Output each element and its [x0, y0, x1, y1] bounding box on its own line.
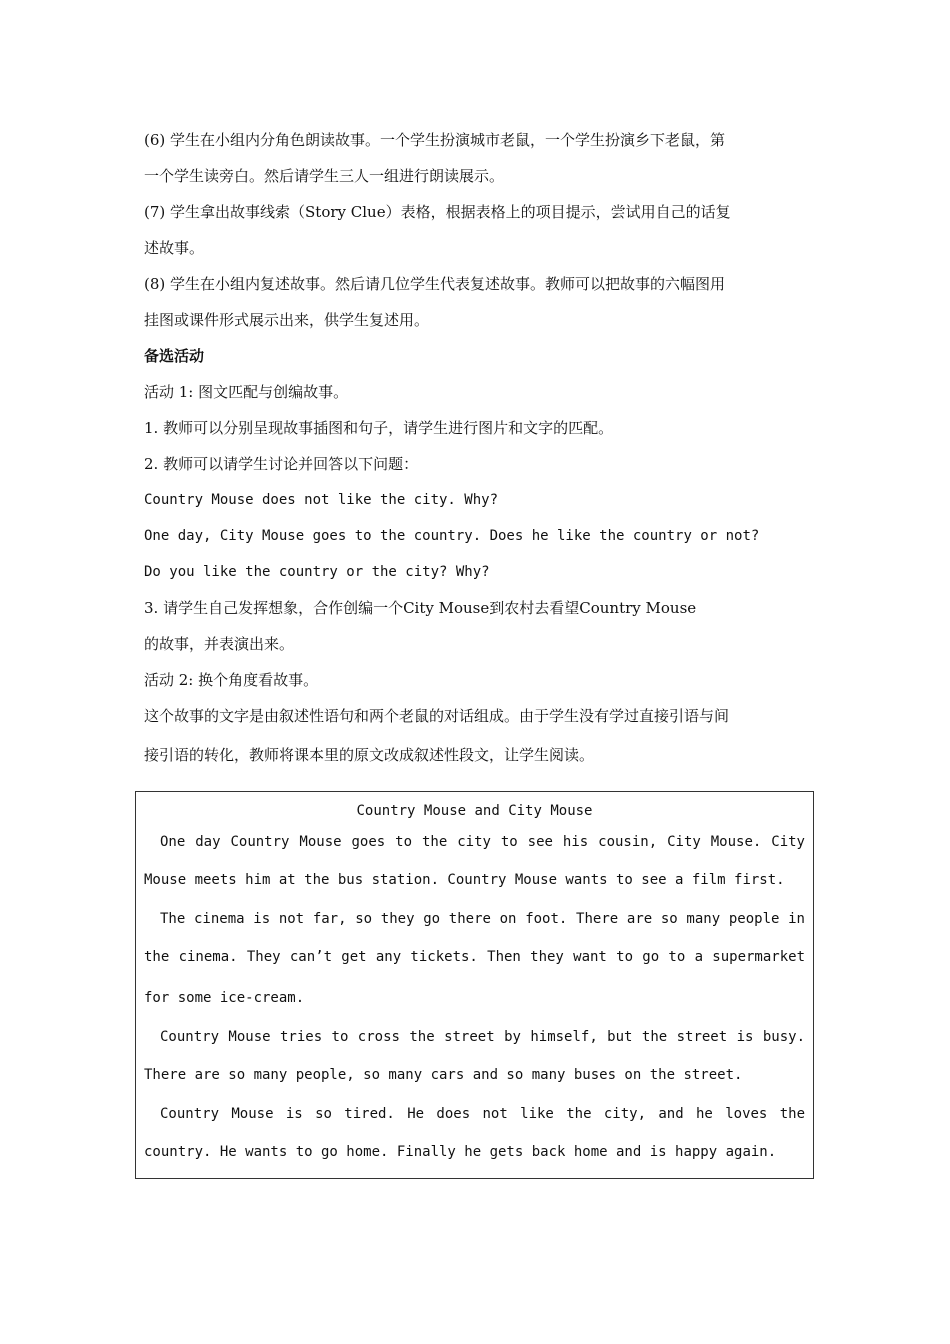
story-line: Country Mouse tries to cross the street by himself, but the street is busy.	[160, 1029, 805, 1045]
activity1-item3-line2: 的故事，并表演出来。	[144, 635, 295, 653]
story-line: the cinema. They can’t get any tickets. Then they want to go to a supermarket	[144, 949, 805, 965]
activity2-title: 活动 2: 换个角度看故事。	[144, 671, 319, 689]
optional-activities-heading: 备选活动	[144, 347, 205, 365]
discussion-question-1: Country Mouse does not like the city. Why?	[144, 492, 499, 508]
story-title: Country Mouse and City Mouse	[356, 803, 593, 819]
discussion-question-2: One day, City Mouse goes to the country. Does he like the country or not?	[144, 528, 760, 544]
story-line: There are so many people, so many cars and so many buses on the street.	[144, 1067, 743, 1083]
activity1-item1: 1. 教师可以分别呈现故事插图和句子，请学生进行图片和文字的匹配。	[144, 419, 614, 437]
activity1-title: 活动 1: 图文匹配与创编故事。	[144, 383, 349, 401]
story-paragraph-1	[144, 824, 805, 901]
activity1-item2: 2. 教师可以请学生讨论并回答以下问题：	[144, 455, 419, 473]
step7-line1: (7) 学生拿出故事线索（Story Clue）表格，根据表格上的项目提示，尝试用自己的话复	[144, 203, 731, 221]
story-line: Mouse meets him at the bus station. Country Mouse wants to see a film first.	[144, 872, 785, 888]
step8-line2: 挂图或课件形式展示出来，供学生复述用。	[144, 311, 430, 329]
activity2-desc-line1: 这个故事的文字是由叙述性语句和两个老鼠的对话组成。由于学生没有学过直接引语与间	[144, 707, 730, 725]
story-line: One day Country Mouse goes to the city to see his cousin, City Mouse. City	[160, 834, 805, 850]
discussion-question-3: Do you like the country or the city? Why?	[144, 564, 490, 580]
step6-line2: 一个学生读旁白。然后请学生三人一组进行朗读展示。	[144, 167, 505, 185]
story-line: for some ice-cream.	[144, 990, 305, 1006]
activity2-desc-line2: 接引语的转化，教师将课本里的原文改成叙述性段文，让学生阅读。	[144, 746, 595, 764]
step7-line2: 述故事。	[144, 239, 205, 257]
story-line: The cinema is not far, so they go there on foot. There are so many people in	[160, 911, 805, 927]
step8-line1: (8) 学生在小组内复述故事。然后请几位学生代表复述故事。教师可以把故事的六幅图用	[144, 275, 726, 293]
story-text-box	[135, 791, 814, 1179]
story-paragraph-2	[144, 901, 805, 1019]
document-body	[144, 122, 808, 776]
story-paragraph-3	[144, 1019, 805, 1096]
story-line: Country Mouse is so tired. He does not like the city, and he loves the	[160, 1106, 805, 1122]
story-line: country. He wants to go home. Finally he gets back home and is happy again.	[144, 1144, 777, 1160]
story-paragraph-4	[144, 1096, 805, 1173]
activity1-item3-line1: 3. 请学生自己发挥想象，合作创编一个City Mouse到农村去看望Country Mouse	[144, 599, 697, 617]
step6-line1: (6) 学生在小组内分角色朗读故事。一个学生扮演城市老鼠，一个学生扮演乡下老鼠，第	[144, 131, 726, 149]
